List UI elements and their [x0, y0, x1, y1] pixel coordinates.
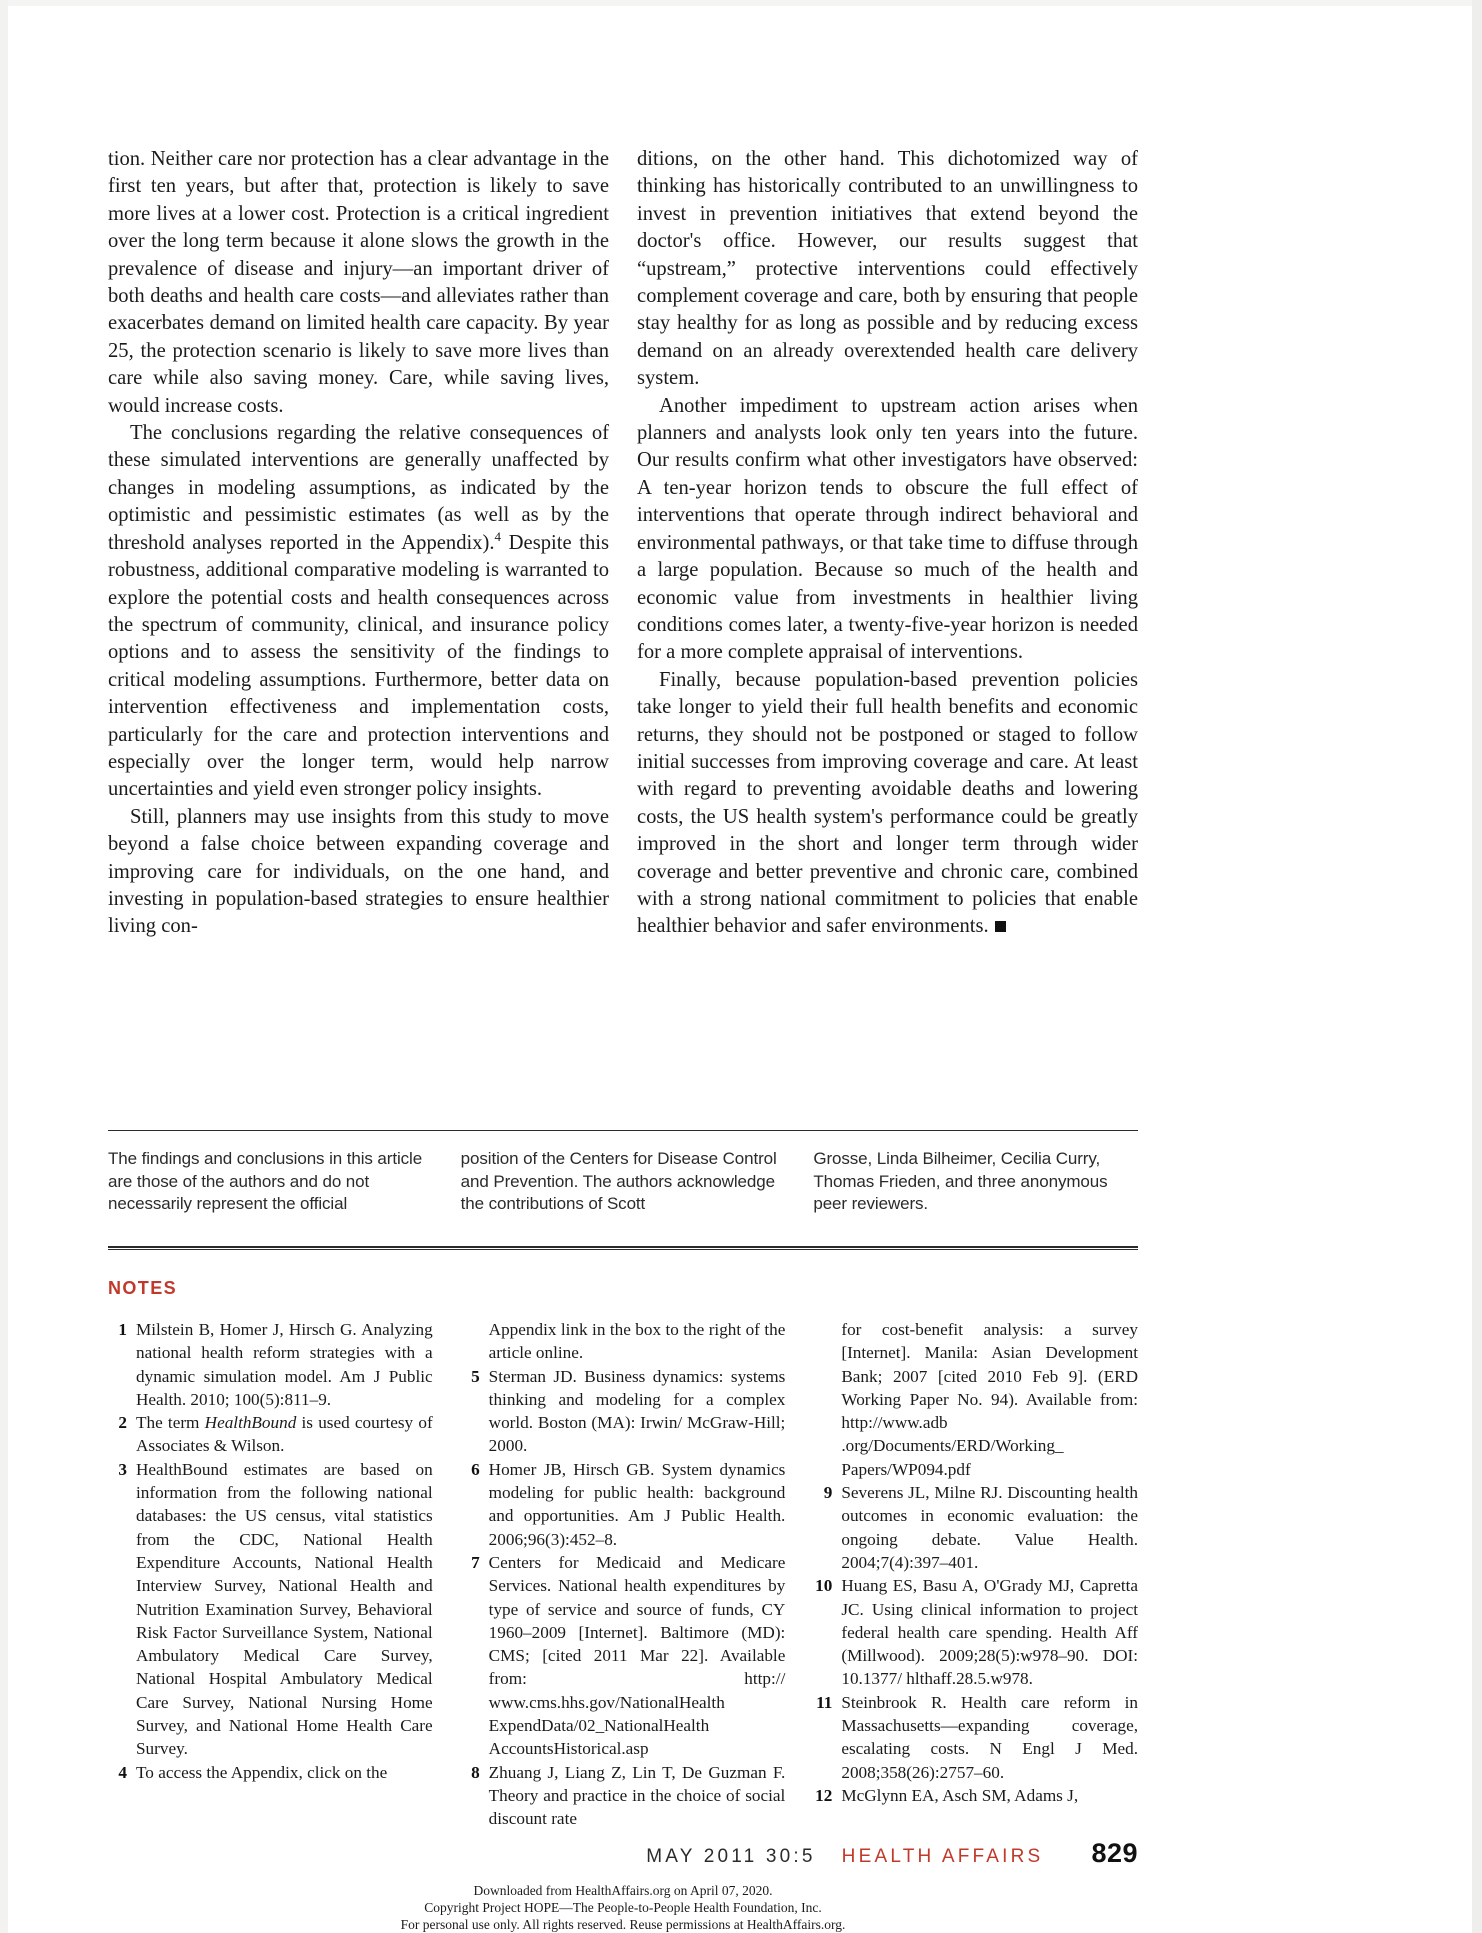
note-item	[813, 1574, 1138, 1690]
note-text: Zhuang J, Liang Z, Lin T, De Guzman F. Theory and practice in the choice of social discount rate	[488, 1762, 786, 1829]
note-text: Sterman JD. Business dynamics: systems thinking and modeling for a complex world. Boston (MA): Irwin/ McGraw-Hill; 2000.	[488, 1366, 786, 1456]
footer-issue-date: MAY 2011 30:5	[646, 1846, 816, 1867]
notes-block	[108, 1318, 1138, 1831]
note-item	[461, 1458, 786, 1551]
note-item	[461, 1761, 786, 1831]
note-number: 11	[816, 1692, 833, 1712]
note-text: McGlynn EA, Asch SM, Adams J,	[841, 1785, 1079, 1805]
acknowledgments-column	[813, 1148, 1138, 1216]
watermark-line-3: For personal use only. All rights reserved. Reuse permissions at HealthAffairs.org.	[400, 1917, 846, 1932]
note-number: 10	[815, 1576, 833, 1596]
paragraph-text: Finally, because population-based prevention policies take longer to yield their full health benefits and economic returns, they should not be postponed or staged to follow initial successes from improving coverage and care. At least with regard to preventing avoidable deaths and lowering costs, the US health system's performance could be greatly improved in the short and longer term through wider coverage and better preventive and chronic care, combined with a strong national commitment to policies that enable healthier behavior and safer environments.	[637, 668, 1138, 938]
note-text-part: is used courtesy of Associates & Wilson.	[136, 1413, 433, 1456]
body-paragraph: Still, planners may use insights from this study to move beyond a false choice between expanding coverage and improving care for individuals, on the one hand, and investing in population-based strategies to ensure healthier living con-	[108, 805, 609, 938]
acknowledgments-text: Grosse, Linda Bilheimer, Cecilia Curry, Thomas Frieden, and three anonymous peer reviewers.	[813, 1149, 1108, 1213]
page-edge-left	[0, 0, 8, 1933]
note-text: Milstein B, Homer J, Hirsch G. Analyzing national health reform strategies with a dynamic simulation model. Am J Public Health. 2010; 100(5):811–9.	[136, 1320, 433, 1409]
notes-column-3	[813, 1318, 1138, 1831]
note-text: Appendix link in the box to the right of the article online.	[488, 1320, 786, 1363]
paragraph-text-after-footnote: Despite this robustness, additional comparative modeling is warranted to explore the potential costs and health consequences across the spectrum of community, clinical, and insurance policy options and to assess the sensitivity of the findings to critical modeling assumptions. Furthermore, better data on intervention effectiveness and implementation costs, particularly for the care and protection interventions and especially over the longer term, would help narrow uncertainties and yield even stronger policy insights.	[108, 531, 609, 801]
body-paragraph: ditions, on the other hand. This dichotomized way of thinking has historically contributed to an unwillingness to invest in prevention initiatives that extend beyond the doctor's office. However, our results suggest that “upstream,” protective interventions could effectively complement coverage and care, both by ensuring that people stay healthy for as long as possible and by reducing excess demand on an already overextended health care delivery system.	[637, 148, 1138, 390]
page-number: 829	[1091, 1838, 1138, 1868]
article-body	[108, 146, 1138, 941]
watermark-line-1: Downloaded from HealthAffairs.org on April 07, 2020.	[473, 1883, 773, 1898]
note-item	[108, 1318, 433, 1411]
note-text: Homer JB, Hirsch GB. System dynamics modeling for public health: background and opportunities. Am J Public Health. 2006;96(3):452–8.	[488, 1459, 786, 1549]
note-number: 3	[118, 1459, 127, 1479]
body-paragraph	[637, 667, 1138, 941]
footnote-marker: 4	[494, 528, 502, 544]
acknowledgments-column	[108, 1148, 433, 1216]
note-item	[813, 1481, 1138, 1574]
note-text-part: The term	[136, 1413, 205, 1433]
note-number: 7	[471, 1552, 480, 1572]
note-item-continuation	[813, 1318, 1138, 1481]
note-text: HealthBound estimates are based on information from the following national databases: the US census, vital statistics from the CDC, National Health Expenditure Accounts, National Health Interview Survey, National Health and Nutrition Examination Survey, Behavioral Risk Factor Surveillance System, National Ambulatory Medical Care Survey, National Hospital Ambulatory Medical Care Survey, National Nursing Home Survey, and National Home Health Care Survey.	[136, 1459, 433, 1759]
notes-heading: NOTES	[108, 1278, 178, 1298]
notes-column-1	[108, 1318, 433, 1831]
note-text: for cost-benefit analysis: a survey [Internet]. Manila: Asian Development Bank; 2007 [cited 2010 Feb 9]. (ERD Working Paper No. 94). Available from: http://www.adb .org/Documents/ERD/Working_ Papers/WP094.pdf	[841, 1320, 1139, 1479]
note-number: 12	[815, 1785, 833, 1805]
footer-journal-name: HEALTH AFFAIRS	[841, 1846, 1044, 1867]
body-column-right	[637, 146, 1138, 941]
note-number: 4	[118, 1762, 127, 1782]
note-text-italic: HealthBound	[204, 1413, 297, 1433]
body-paragraph: Another impediment to upstream action arises when planners and analysts look only ten years into the future. Our results confirm what other investigators have observed: A ten-year horizon tends to obscure the full effect of interventions that operate through indirect behavioral and environmental pathways, or that take time to diffuse through a large population. Because so much of the health and economic value from investments in healthier living conditions comes later, a twenty-five-year horizon is needed for a more complete appraisal of interventions.	[637, 394, 1138, 664]
note-number: 8	[471, 1762, 480, 1782]
note-text: Steinbrook R. Health care reform in Massachusetts—expanding coverage, escalating costs. N Engl J Med. 2008;358(26):2757–60.	[841, 1692, 1139, 1782]
body-paragraph	[108, 420, 609, 804]
note-text: Severens JL, Milne RJ. Discounting health outcomes in economic evaluation: the ongoing debate. Value Health. 2004;7(4):397–401.	[841, 1483, 1139, 1572]
acknowledgments-divider	[108, 1130, 1138, 1131]
acknowledgments-block	[108, 1148, 1138, 1216]
note-item	[108, 1458, 433, 1761]
note-item	[108, 1761, 433, 1784]
notes-column-2	[461, 1318, 786, 1831]
note-text: Huang ES, Basu A, O'Grady MJ, Capretta JC. Using clinical information to project federal health care spending. Health Aff (Millwood). 2009;28(5):w978–90. DOI: 10.1377/ hlthaff.28.5.w978.	[841, 1576, 1139, 1689]
note-text	[136, 1411, 433, 1458]
body-column-left	[108, 146, 609, 941]
watermark-line-2: Copyright Project HOPE—The People-to-People Health Foundation, Inc.	[424, 1900, 822, 1915]
acknowledgments-text: The findings and conclusions in this article are those of the authors and do not necessarily represent the official	[108, 1149, 423, 1213]
note-item	[813, 1691, 1138, 1784]
note-number: 9	[823, 1483, 833, 1503]
page-footer	[108, 1838, 1138, 1869]
note-item	[108, 1411, 433, 1458]
end-of-article-square-icon	[995, 921, 1006, 932]
body-paragraph: tion. Neither care nor protection has a clear advantage in the first ten years, but after that, protection is likely to save more lives at a lower cost. Protection is a critical ingredient over the long term because it alone slows the growth in the prevalence of disease and injury—an important driver of both deaths and health care costs—and alleviates rather than exacerbates demand on limited health care capacity. By year 25, the protection scenario is likely to save more lives than care while also saving money. Care, while saving lives, would increase costs.	[108, 148, 609, 417]
note-number: 5	[471, 1366, 480, 1386]
paragraph-text-before-footnote: The conclusions regarding the relative consequences of these simulated interventions are generally unaffected by changes in modeling assumptions, as indicated by the optimistic and pessimistic estimates (as well as by the threshold analyses reported in the Appendix).	[108, 422, 609, 554]
note-number: 6	[471, 1459, 480, 1479]
note-text: Centers for Medicaid and Medicare Services. National health expenditures by type of service and source of funds, CY 1960–2009 [Internet]. Baltimore (MD): CMS; [cited 2011 Mar 22]. Available from: http:// www.cms.hhs.gov/NationalHealth ExpendData/02_NationalHealth AccountsHistorical.asp	[488, 1552, 786, 1759]
download-watermark	[108, 1882, 1138, 1933]
note-number: 1	[118, 1320, 127, 1339]
page-edge-right	[1472, 0, 1482, 1933]
note-text: To access the Appendix, click on the	[136, 1762, 388, 1782]
note-item	[813, 1784, 1138, 1807]
note-number: 2	[118, 1413, 127, 1433]
acknowledgments-column	[461, 1148, 786, 1216]
note-item-continuation	[461, 1318, 786, 1365]
acknowledgments-text: position of the Centers for Disease Control and Prevention. The authors acknowledge the contributions of Scott	[460, 1149, 777, 1213]
note-item	[461, 1365, 786, 1458]
page-content	[108, 0, 1138, 1933]
note-item	[461, 1551, 786, 1761]
notes-divider	[108, 1246, 1138, 1250]
